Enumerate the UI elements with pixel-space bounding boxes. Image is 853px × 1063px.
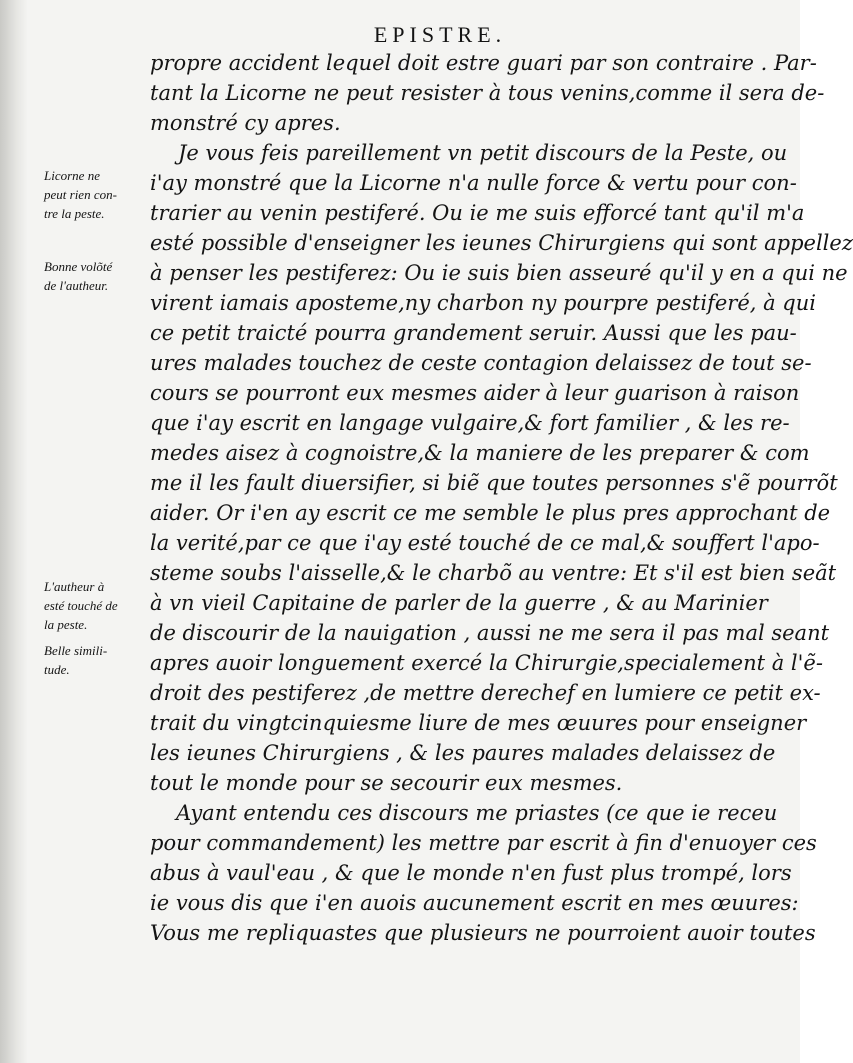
margin-note-line: tude. xyxy=(44,662,70,677)
text-line: à vn vieil Capitaine de parler de la guerre , & au Marinier xyxy=(150,591,768,615)
text-line: me il les fault diuersifier, si biẽ que toutes personnes s'ẽ pourrõt xyxy=(150,471,838,495)
margin-note-autheur xyxy=(44,577,150,634)
text-line: steme soubs l'aisselle,& le charbõ au ventre: Et s'il est bien seãt xyxy=(150,561,837,585)
text-line: Vous me repliquastes que plusieurs ne pourroient auoir toutes xyxy=(150,921,816,945)
margin-note-line: de l'autheur. xyxy=(44,278,109,293)
margin-note-belle-similitude xyxy=(44,641,150,679)
text-line: trait du vingtcinquiesme liure de mes œuures pour enseigner xyxy=(150,711,807,735)
text-line: aider. Or i'en ay escrit ce me semble le plus pres approchant de xyxy=(150,501,831,525)
text-line: propre accident lequel doit estre guari par son contraire . Par- xyxy=(150,51,817,75)
text-line: cours se pourront eux mesmes aider à leur guarison à raison xyxy=(150,381,800,405)
text-line: pour commandement) les mettre par escrit à fin d'enuoyer ces xyxy=(150,831,817,855)
text-line: virent iamais aposteme,ny charbon ny pourpre pestiferé, à qui xyxy=(150,291,816,315)
margin-note-bonne-volonte xyxy=(44,257,150,295)
running-head: EPISTRE. xyxy=(373,22,507,47)
text-line: ie vous dis que i'en auois aucunement escrit en mes œuures: xyxy=(150,891,799,915)
text-line: tout le monde pour se secourir eux mesmes. xyxy=(150,771,623,795)
text-line: Je vous feis pareillement vn petit discours de la Peste, ou xyxy=(178,141,788,165)
margin-note-line: la peste. xyxy=(44,617,88,632)
text-line: trarier au venin pestiferé. Ou ie me suis efforcé tant qu'il m'a xyxy=(150,201,805,225)
text-line: esté possible d'enseigner les ieunes Chirurgiens qui sont appellez xyxy=(150,231,853,255)
text-line: medes aisez à cognoistre,& la maniere de les preparer & com xyxy=(150,441,810,465)
text-line: tant la Licorne ne peut resister à tous venins,comme il sera de- xyxy=(150,81,825,105)
margin-note-line: esté touché de xyxy=(44,598,118,613)
text-line: de discourir de la nauigation , aussi ne me sera il pas mal seant xyxy=(150,621,830,645)
text-line: à penser les pestiferez: Ou ie suis bien asseuré qu'il y en a qui ne xyxy=(150,261,848,285)
text-line: les ieunes Chirurgiens , & les paures malades delaissez de xyxy=(150,741,776,765)
text-line: ures malades touchez de ceste contagion delaissez de tout se- xyxy=(150,351,812,375)
text-line: la verité,par ce que i'ay esté touché de ce mal,& souffert l'apo- xyxy=(150,531,820,555)
margin-note-line: tre la peste. xyxy=(44,206,105,221)
text-line: monstré cy apres. xyxy=(150,111,341,135)
text-line: abus à vaul'eau , & que le monde n'en fust plus trompé, lors xyxy=(150,861,792,885)
margin-note-line: Licorne ne xyxy=(44,168,100,183)
margin-note-line: Bonne volõté xyxy=(44,259,113,274)
margin-note-line: peut rien con- xyxy=(44,187,117,202)
text-line: Ayant entendu ces discours me priastes (ce que ie receu xyxy=(176,801,778,825)
text-line: apres auoir longuement exercé la Chirurgie,specialement à l'ẽ- xyxy=(150,651,823,675)
margin-note-licorne xyxy=(44,166,150,223)
margin-note-line: L'autheur à xyxy=(44,579,105,594)
text-line: ce petit traicté pourra grandement seruir. Aussi que les pau- xyxy=(150,321,797,345)
margin-note-line: Belle simili- xyxy=(44,643,108,658)
text-line: que i'ay escrit en langage vulgaire,& fort familier , & les re- xyxy=(150,411,790,435)
text-line: droit des pestiferez ,de mettre derechef en lumiere ce petit ex- xyxy=(150,681,821,705)
text-line: i'ay monstré que la Licorne n'a nulle force & vertu pour con- xyxy=(150,171,797,195)
body-text xyxy=(150,48,853,948)
